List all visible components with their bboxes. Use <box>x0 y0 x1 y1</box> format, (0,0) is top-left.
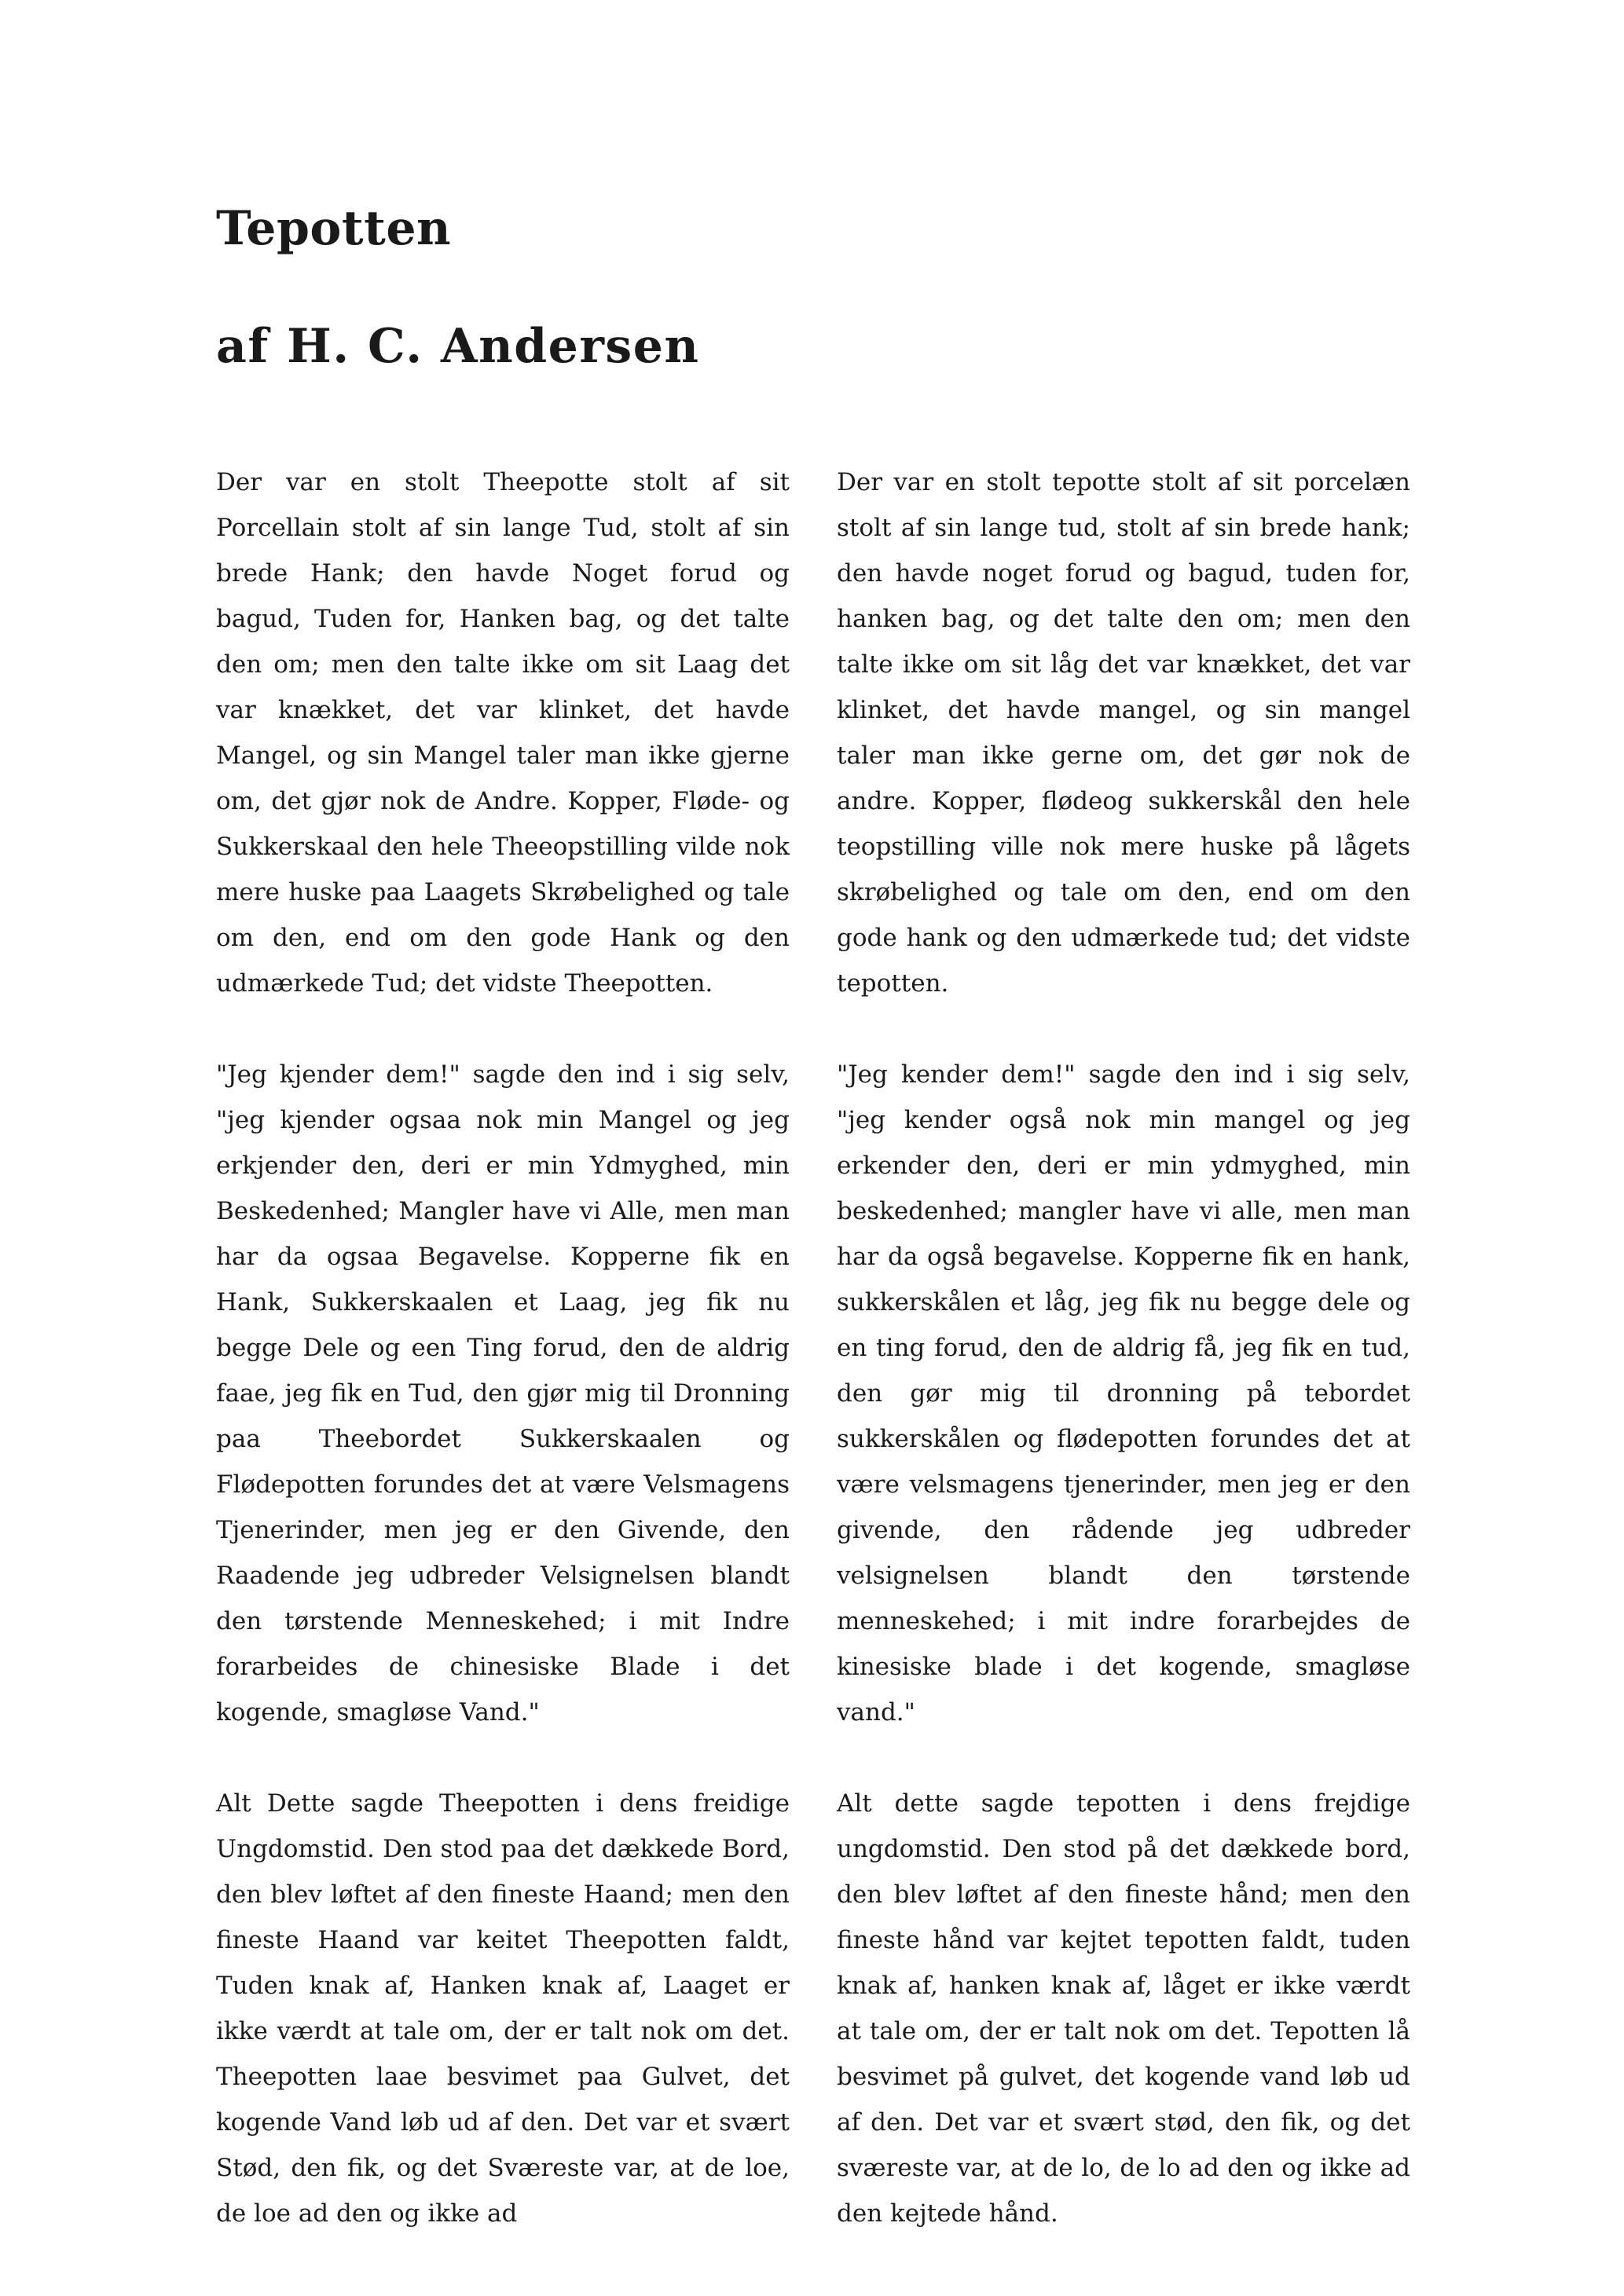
right-column-modern-spelling <box>837 460 1410 2282</box>
left-paragraph-1: Der var en stolt Theepotte stolt af sit Porcellain stolt af sin lange Tud, stolt af sin brede Hank; den havde Noget forud og bagud, Tuden for, Hanken bag, og det talte den om; men den talte ikke om sit Laag det var knækket, det var klinket, det havde Mangel, og sin Mangel taler man ikke gjerne om, det gjør nok de Andre. Kopper, Fløde- og Sukkerskaal den hele Theeopstilling vilde nok mere huske paa Laagets Skrøbelighed og tale om den, end om den gode Hank og den udmærkede Tud; det vidste Theepotten. <box>216 468 790 998</box>
right-paragraph-3: Alt dette sagde tepotten i dens frejdige ungdomstid. Den stod på det dækkede bord, den blev løftet af den fineste hånd; men den fineste hånd var kejtet tepotten faldt, tuden knak af, hanken knak af, låget er ikke værdt at tale om, der er talt nok om det. Tepotten lå besvimet på gulvet, det kogende vand løb ud af den. Det var et svært stød, den fik, og det sværeste var, at de lo, de lo ad den og ikke ad den kejtede hånd. <box>837 1789 1410 2228</box>
left-paragraph-2: "Jeg kjender dem!" sagde den ind i sig selv, "jeg kjender ogsaa nok min Mangel og jeg erkjender den, deri er min Ydmyghed, min Beskedenhed; Mangler have vi Alle, men man har da ogsaa Begavelse. Kopperne fik en Hank, Sukkerskaalen et Laag, jeg fik nu begge Dele og een Ting forud, den de aldrig faae, jeg fik en Tud, den gjør mig til Dronning paa Theebordet Sukkerskaalen og Flødepotten forundes det at være Velsmagens Tjenerinder, men jeg er den Givende, den Raadende jeg udbreder Velsignelsen blandt den tørstende Menneskehed; i mit Indre forarbeides de chinesiske Blade i det kogende, smagløse Vand." <box>216 1060 790 1727</box>
left-paragraph-3: Alt Dette sagde Theepotten i dens freidige Ungdomstid. Den stod paa det dækkede Bord, den blev løftet af den fineste Haand; men den fineste Haand var keitet Theepotten faldt, Tuden knak af, Hanken knak af, Laaget er ikke værdt at tale om, der er talt nok om det. Theepotten laae besvimet paa Gulvet, det kogende Vand løb ud af den. Det var et svært Stød, den fik, og det Sværeste var, at de loe, de loe ad den og ikke ad <box>216 1789 790 2228</box>
left-column-old-spelling <box>216 460 790 2282</box>
document-title: Tepotten <box>216 201 452 256</box>
author-heading: af H. C. Andersen <box>216 319 700 374</box>
right-paragraph-1: Der var en stolt tepotte stolt af sit porcelæn stolt af sin lange tud, stolt af sin brede hank; den havde noget forud og bagud, tuden for, hanken bag, og det talte den om; men den talte ikke om sit låg det var knækket, det var klinket, det havde mangel, og sin mangel taler man ikke gerne om, det gør nok de andre. Kopper, flødeog sukkerskål den hele teopstilling ville nok mere huske på lågets skrøbelighed og tale om den, end om den gode hank og den udmærkede tud; det vidste tepotten. <box>837 468 1410 998</box>
right-paragraph-2: "Jeg kender dem!" sagde den ind i sig selv, "jeg kender også nok min mangel og jeg erkender den, deri er min ydmyghed, min beskedenhed; mangler have vi alle, men man har da også begavelse. Kopperne fik en hank, sukkerskålen et låg, jeg fik nu begge dele og en ting forud, den de aldrig få, jeg fik en tud, den gør mig til dronning på tebordet sukkerskålen og flødepotten forundes det at være velsmagens tjenerinder, men jeg er den givende, den rådende jeg udbreder velsignelsen blandt den tørstende menneskehed; i mit indre forarbejdes de kinesiske blade i det kogende, smagløse vand." <box>837 1060 1410 1727</box>
